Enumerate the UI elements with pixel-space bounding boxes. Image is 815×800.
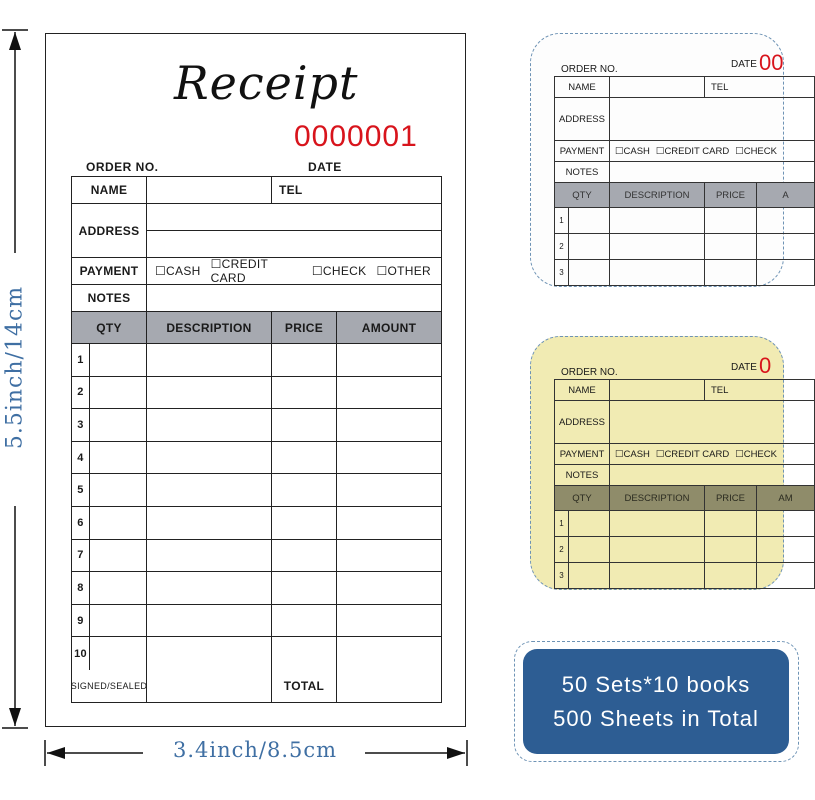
signed-row — [72, 670, 441, 702]
qty-cell — [90, 474, 147, 506]
receipt-form — [45, 33, 466, 727]
thumb-payment-option: ☐CHECK — [735, 145, 777, 157]
thumb-notes-label: NOTES — [555, 162, 610, 182]
payment-options — [147, 258, 441, 284]
notes-field — [147, 285, 441, 311]
name-field — [147, 177, 272, 203]
description-cell — [147, 507, 272, 539]
signed-label: SIGNED/SEALED — [72, 670, 147, 702]
column-header-amount: AMOUNT — [337, 312, 441, 343]
amount-cell — [337, 377, 441, 409]
thumb-qty-cell — [569, 208, 610, 233]
tel-label: TEL — [279, 183, 303, 197]
price-cell — [272, 540, 337, 572]
payment-option-check: ☐CHECK — [311, 264, 367, 278]
thumb-amount-cell — [757, 511, 815, 536]
price-cell — [272, 442, 337, 474]
price-cell — [272, 344, 337, 376]
row-number: 2 — [72, 377, 90, 409]
badge-line-sets: 50 Sets*10 books — [561, 671, 751, 697]
thumb-price-cell — [705, 563, 757, 588]
thumb-payment-option: ☐CHECK — [735, 448, 777, 460]
qty-cell — [90, 409, 147, 441]
thumb-payment-option: ☐CASH — [615, 448, 650, 460]
table-row — [72, 377, 441, 410]
row-number: 6 — [72, 507, 90, 539]
thumb-price-cell — [705, 208, 757, 233]
thumb-tel-label: TEL — [705, 380, 815, 400]
amount-cell — [337, 572, 441, 604]
column-header-price: PRICE — [272, 312, 337, 343]
thumb-column-header: QTY — [555, 486, 610, 510]
price-cell — [272, 637, 337, 670]
address-row — [72, 204, 441, 258]
description-cell — [147, 409, 272, 441]
thumb-amount-cell — [757, 260, 815, 285]
thumb-name-field — [610, 380, 705, 400]
thumb-table-row — [555, 260, 815, 286]
amount-cell — [337, 344, 441, 376]
notes-row — [72, 285, 441, 312]
thumb-description-cell — [610, 563, 705, 588]
payment-label: PAYMENT — [72, 258, 147, 284]
total-label: TOTAL — [272, 670, 337, 702]
table-row — [72, 540, 441, 573]
thumb-column-header: A — [757, 183, 815, 207]
amount-cell — [337, 605, 441, 637]
thumb-row-number: 2 — [555, 234, 569, 259]
thumb-header-row — [555, 486, 815, 511]
price-cell — [272, 377, 337, 409]
amount-cell — [337, 409, 441, 441]
payment-option-cash: ☐CASH — [155, 264, 201, 278]
qty-cell — [90, 637, 147, 670]
receipt-title: Receipt — [174, 56, 359, 110]
white-copy-number: 00 — [759, 50, 784, 75]
row-number: 10 — [72, 637, 90, 670]
description-cell — [147, 540, 272, 572]
thumb-name-row — [555, 380, 815, 401]
qty-cell — [90, 540, 147, 572]
thumb-column-header: QTY — [555, 183, 610, 207]
yellow-copy-number: 0 — [759, 353, 772, 378]
thumb-payment-options — [610, 444, 815, 464]
thumb-price-cell — [705, 234, 757, 259]
column-header-description: DESCRIPTION — [147, 312, 272, 343]
description-cell — [147, 474, 272, 506]
total-field — [337, 670, 441, 702]
thumb-notes-row — [555, 465, 815, 486]
thumb-price-cell — [705, 260, 757, 285]
table-row — [72, 605, 441, 638]
payment-option-credit-card: ☐CREDIT CARD — [210, 257, 268, 285]
row-number: 7 — [72, 540, 90, 572]
thumb-header-row — [555, 183, 815, 208]
thumb-notes-label: NOTES — [555, 465, 610, 485]
qty-cell — [90, 377, 147, 409]
thumb-name-label: NAME — [555, 380, 610, 400]
thumb-qty-cell — [569, 511, 610, 536]
thumb-row-number: 3 — [555, 563, 569, 588]
thumb-table-row — [555, 537, 815, 563]
thumb-amount-cell — [757, 234, 815, 259]
receipt-table — [71, 176, 442, 703]
price-cell — [272, 474, 337, 506]
description-cell — [147, 344, 272, 376]
item-rows — [72, 344, 441, 670]
quantity-badge-frame — [514, 641, 799, 762]
thumb-address-field — [610, 98, 815, 140]
thumb-description-cell — [610, 260, 705, 285]
yellow-copy-thumbnail — [530, 336, 793, 590]
description-cell — [147, 442, 272, 474]
row-number: 5 — [72, 474, 90, 506]
thumb-column-header: DESCRIPTION — [610, 486, 705, 510]
table-row — [72, 474, 441, 507]
thumb-description-cell — [610, 537, 705, 562]
yellow-copy-order-label: ORDER NO. — [561, 367, 618, 378]
thumb-qty-cell — [569, 537, 610, 562]
yellow-copy-date-label: DATE — [731, 362, 757, 373]
notes-label: NOTES — [72, 285, 147, 311]
white-copy-table — [554, 76, 815, 286]
table-row — [72, 344, 441, 377]
thumb-table-row — [555, 563, 815, 589]
order-no-label: ORDER NO. — [86, 160, 159, 174]
thumb-row-number: 1 — [555, 511, 569, 536]
white-copy-thumbnail — [530, 33, 789, 287]
yellow-copy-table — [554, 379, 815, 589]
thumb-column-header: AM — [757, 486, 815, 510]
price-cell — [272, 507, 337, 539]
address-label: ADDRESS — [72, 204, 147, 257]
height-label: 5.5inch/14cm — [2, 285, 28, 450]
description-cell — [147, 377, 272, 409]
thumb-notes-field — [610, 162, 815, 182]
amount-cell — [337, 540, 441, 572]
name-label: NAME — [72, 177, 147, 203]
payment-row — [72, 258, 441, 285]
price-cell — [272, 605, 337, 637]
thumb-address-field — [610, 401, 815, 443]
quantity-badge — [523, 649, 789, 754]
amount-cell — [337, 474, 441, 506]
thumb-description-cell — [610, 234, 705, 259]
description-cell — [147, 637, 272, 670]
amount-cell — [337, 442, 441, 474]
thumb-qty-cell — [569, 260, 610, 285]
table-row — [72, 442, 441, 475]
thumb-payment-option: ☐CREDIT CARD — [655, 448, 730, 460]
payment-option-other: ☐OTHER — [376, 264, 431, 278]
thumb-qty-cell — [569, 234, 610, 259]
thumb-payment-options — [610, 141, 815, 161]
thumb-column-header: PRICE — [705, 486, 757, 510]
thumb-name-label: NAME — [555, 77, 610, 97]
description-cell — [147, 605, 272, 637]
thumb-price-cell — [705, 537, 757, 562]
width-label: 3.4inch/8.5cm — [172, 738, 338, 762]
thumb-tel-label: TEL — [705, 77, 815, 97]
thumb-amount-cell — [757, 208, 815, 233]
signed-field — [147, 670, 272, 702]
thumb-address-label: ADDRESS — [555, 401, 610, 443]
thumb-column-header: PRICE — [705, 183, 757, 207]
thumb-row-number: 3 — [555, 260, 569, 285]
date-label: DATE — [308, 160, 342, 174]
description-cell — [147, 572, 272, 604]
row-number: 4 — [72, 442, 90, 474]
price-cell — [272, 409, 337, 441]
thumb-qty-cell — [569, 563, 610, 588]
thumb-description-cell — [610, 511, 705, 536]
price-cell — [272, 572, 337, 604]
thumb-row-number: 1 — [555, 208, 569, 233]
row-number: 9 — [72, 605, 90, 637]
table-row — [72, 409, 441, 442]
thumb-column-header: DESCRIPTION — [610, 183, 705, 207]
thumb-payment-row — [555, 141, 815, 162]
thumb-address-row — [555, 98, 815, 141]
thumb-row-number: 2 — [555, 537, 569, 562]
table-row — [72, 637, 441, 670]
thumb-amount-cell — [757, 563, 815, 588]
amount-cell — [337, 637, 441, 670]
thumb-table-row — [555, 208, 815, 234]
thumb-price-cell — [705, 511, 757, 536]
thumb-payment-label: PAYMENT — [555, 444, 610, 464]
qty-cell — [90, 507, 147, 539]
column-header-qty: QTY — [72, 312, 147, 343]
name-row — [72, 177, 441, 204]
thumb-table-row — [555, 511, 815, 537]
thumb-payment-row — [555, 444, 815, 465]
thumb-amount-cell — [757, 537, 815, 562]
amount-cell — [337, 507, 441, 539]
items-header-row — [72, 312, 441, 344]
thumb-name-row — [555, 77, 815, 98]
thumb-notes-field — [610, 465, 815, 485]
thumb-address-label: ADDRESS — [555, 98, 610, 140]
badge-line-sheets: 500 Sheets in Total — [553, 705, 759, 731]
thumb-payment-option: ☐CASH — [615, 145, 650, 157]
receipt-number: 0000001 — [294, 120, 418, 153]
qty-cell — [90, 572, 147, 604]
row-number: 3 — [72, 409, 90, 441]
row-number: 1 — [72, 344, 90, 376]
qty-cell — [90, 442, 147, 474]
white-copy-date-label: DATE — [731, 59, 757, 70]
address-field — [147, 204, 441, 257]
thumb-payment-option: ☐CREDIT CARD — [655, 145, 730, 157]
qty-cell — [90, 605, 147, 637]
thumb-table-row — [555, 234, 815, 260]
thumb-address-row — [555, 401, 815, 444]
thumb-description-cell — [610, 208, 705, 233]
thumb-notes-row — [555, 162, 815, 183]
table-row — [72, 507, 441, 540]
thumb-name-field — [610, 77, 705, 97]
thumb-payment-label: PAYMENT — [555, 141, 610, 161]
table-row — [72, 572, 441, 605]
qty-cell — [90, 344, 147, 376]
row-number: 8 — [72, 572, 90, 604]
white-copy-order-label: ORDER NO. — [561, 64, 618, 75]
